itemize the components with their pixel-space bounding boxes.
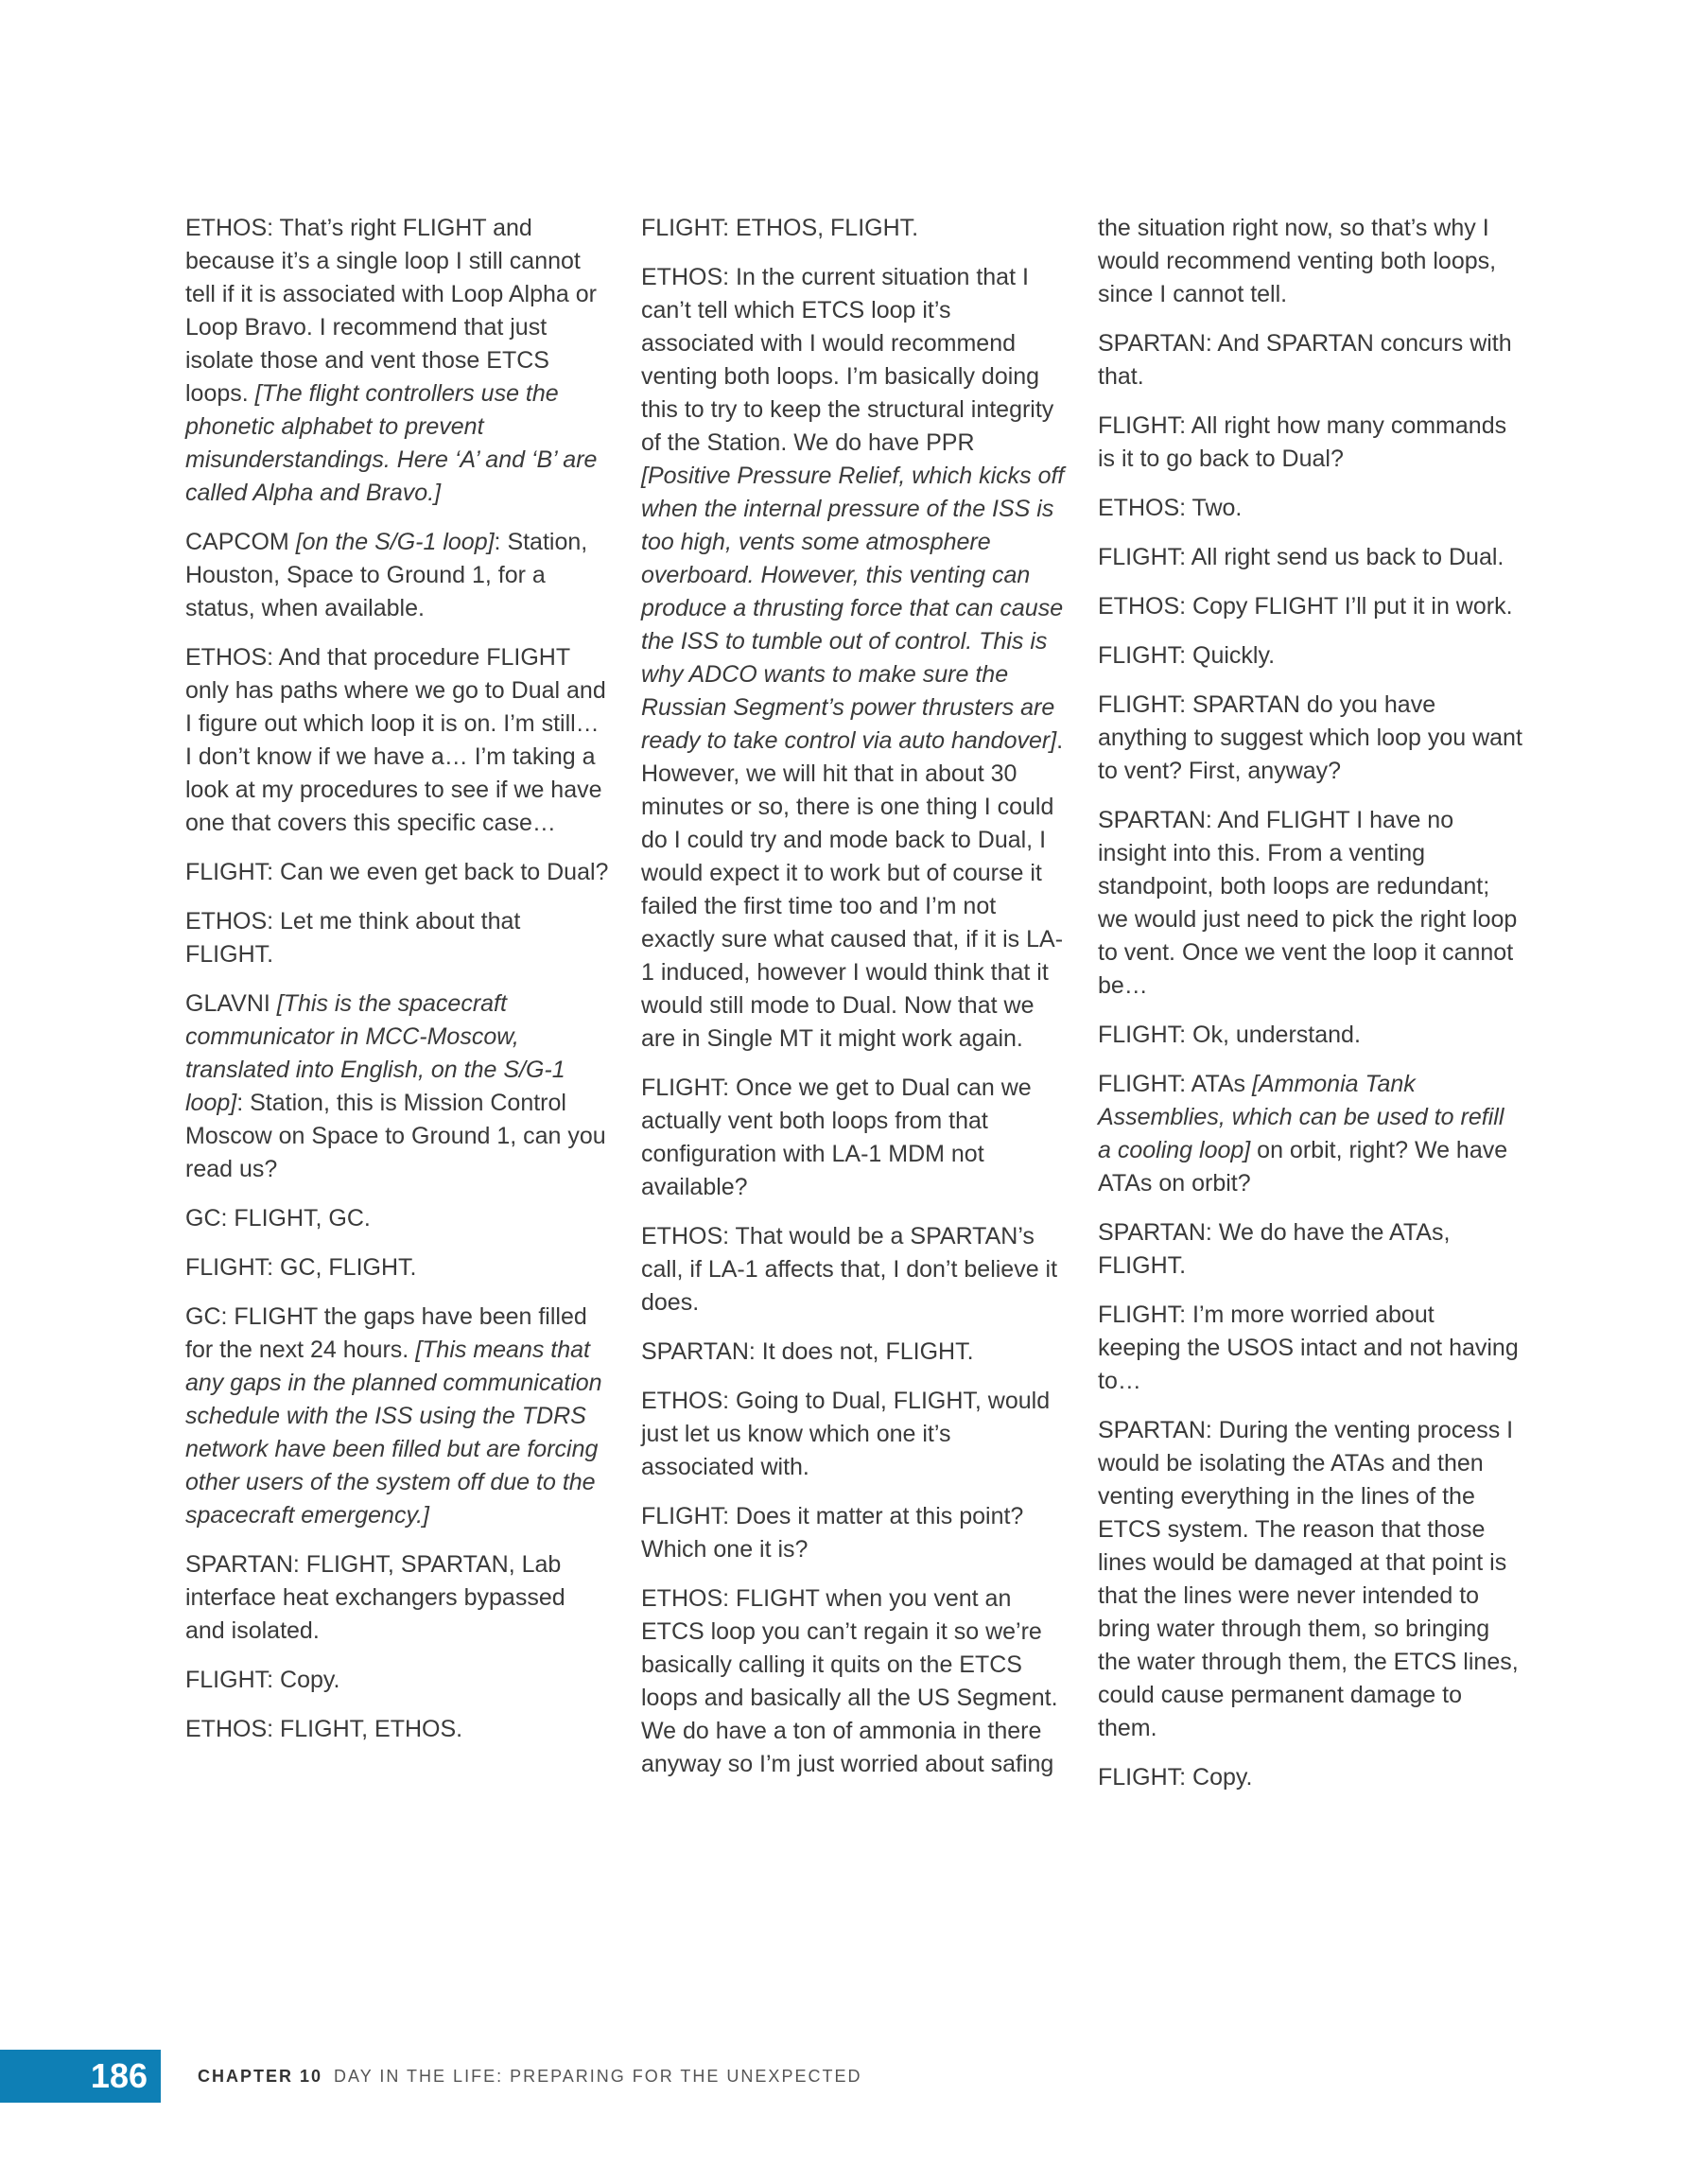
transcript-paragraph bbox=[1098, 1761, 1523, 1794]
dialogue-text: GLAVNI bbox=[185, 990, 277, 1017]
dialogue-text: : Station, Houston, Space to Ground 1, for a status, when available. bbox=[185, 529, 588, 621]
transcript-paragraph bbox=[185, 905, 609, 971]
chapter-label: CHAPTER 10 bbox=[198, 2067, 323, 2086]
dialogue-text: : Station, this is Mission Control Moscow on Space to Ground 1, can you read us? bbox=[185, 1090, 606, 1182]
editorial-note: [on the S/G-1 loop] bbox=[295, 529, 495, 555]
transcript-paragraph bbox=[1098, 1216, 1523, 1283]
dialogue-text: GC: FLIGHT, GC. bbox=[185, 1205, 371, 1232]
dialogue-text: the situation right now, so that’s why I would recommend venting both loops, since I cannot tell. bbox=[1098, 215, 1497, 307]
transcript-paragraph bbox=[1098, 1414, 1523, 1745]
transcript-paragraph bbox=[641, 1582, 1065, 1781]
dialogue-text: FLIGHT: Does it matter at this point? Which one it is? bbox=[641, 1503, 1024, 1563]
dialogue-text: ETHOS: Let me think about that FLIGHT. bbox=[185, 908, 521, 968]
transcript-paragraph bbox=[1098, 689, 1523, 788]
transcript-paragraph bbox=[641, 1500, 1065, 1566]
dialogue-text: FLIGHT: ATAs bbox=[1098, 1071, 1252, 1097]
dialogue-text: FLIGHT: Copy. bbox=[1098, 1764, 1253, 1791]
transcript-paragraph bbox=[185, 987, 609, 1186]
dialogue-text: FLIGHT: GC, FLIGHT. bbox=[185, 1254, 417, 1281]
dialogue-text: FLIGHT: All right how many commands is it to go back to Dual? bbox=[1098, 412, 1507, 472]
editorial-note: [This means that any gaps in the planned communication schedule with the ISS using the TDRS network have been filled but are forcing other users of the system off due to the spacecraft emergency.] bbox=[185, 1337, 602, 1529]
dialogue-text: FLIGHT: Once we get to Dual can we actually vent both loops from that configuration with LA-1 MDM not available? bbox=[641, 1075, 1032, 1200]
dialogue-text: SPARTAN: And SPARTAN concurs with that. bbox=[1098, 330, 1512, 390]
dialogue-text: on orbit, right? We have ATAs on orbit? bbox=[1098, 1137, 1508, 1197]
editorial-note: [The flight controllers use the phonetic alphabet to prevent misunderstandings. Here ‘A’ and ‘B’ are called Alpha and Bravo.] bbox=[185, 380, 598, 506]
transcript-paragraph bbox=[1098, 1068, 1523, 1200]
transcript-paragraph bbox=[641, 261, 1065, 1056]
dialogue-text: SPARTAN: We do have the ATAs, FLIGHT. bbox=[1098, 1219, 1451, 1279]
transcript-paragraph bbox=[641, 1220, 1065, 1319]
transcript-paragraph bbox=[641, 1336, 1065, 1369]
dialogue-text: ETHOS: Two. bbox=[1098, 495, 1243, 521]
transcript-paragraph bbox=[185, 1713, 609, 1746]
transcript-paragraph bbox=[185, 1251, 609, 1284]
dialogue-text: ETHOS: Copy FLIGHT I’ll put it in work. bbox=[1098, 593, 1513, 620]
text-column-3 bbox=[1098, 212, 1523, 1810]
transcript-paragraph bbox=[185, 641, 609, 840]
dialogue-text: FLIGHT: I’m more worried about keeping the USOS intact and not having to… bbox=[1098, 1302, 1519, 1394]
transcript-paragraph bbox=[1098, 492, 1523, 525]
running-footer bbox=[198, 2065, 861, 2088]
dialogue-text: ETHOS: In the current situation that I can’t tell which ETCS loop it’s associated with I would recommend venting both loops. I’m basically doing this to try to keep the structural integrity of the Station. We do have PPR bbox=[641, 264, 1054, 456]
transcript-paragraph bbox=[1098, 639, 1523, 673]
dialogue-text: ETHOS: That’s right FLIGHT and because it’s a single loop I still cannot tell if it is associated with Loop Alpha or Loop Bravo. I recommend that just isolate those and vent those ETCS loops. bbox=[185, 215, 597, 407]
transcript-paragraph bbox=[185, 212, 609, 510]
dialogue-text: FLIGHT: Ok, understand. bbox=[1098, 1022, 1361, 1048]
dialogue-text: SPARTAN: FLIGHT, SPARTAN, Lab interface heat exchangers bypassed and isolated. bbox=[185, 1551, 565, 1644]
transcript-paragraph bbox=[1098, 212, 1523, 311]
editorial-note: [Ammonia Tank Assemblies, which can be used to refill a cooling loop] bbox=[1098, 1071, 1504, 1163]
dialogue-text: ETHOS: And that procedure FLIGHT only has paths where we go to Dual and I figure out which loop it is on. I’m still… I don’t know if we have a… I’m taking a look at my procedures to see if we have one that covers this specific case… bbox=[185, 644, 606, 836]
transcript-paragraph bbox=[185, 1548, 609, 1648]
dialogue-text: ETHOS: FLIGHT, ETHOS. bbox=[185, 1716, 463, 1742]
dialogue-text: FLIGHT: All right send us back to Dual. bbox=[1098, 544, 1504, 570]
dialogue-text: GC: FLIGHT the gaps have been filled for the next 24 hours. bbox=[185, 1303, 587, 1363]
dialogue-text: SPARTAN: During the venting process I would be isolating the ATAs and then venting everything in the lines of the ETCS system. The reason that those lines would be damaged at that point is that the lines were never intended to bring water through them, so bringing the water through them, the ETCS lines, could cause permanent damage to them. bbox=[1098, 1417, 1519, 1741]
transcript-paragraph bbox=[1098, 590, 1523, 623]
dialogue-text: ETHOS: FLIGHT when you vent an ETCS loop you can’t regain it so we’re basically calling it quits on the ETCS loops and basically all the US Segment. We do have a ton of ammonia in there anyway so I’m just worried about safing bbox=[641, 1585, 1058, 1777]
page-number-badge: 186 bbox=[0, 2050, 161, 2103]
dialogue-text: ETHOS: That would be a SPARTAN’s call, if LA-1 affects that, I don’t believe it does. bbox=[641, 1223, 1058, 1316]
transcript-paragraph bbox=[641, 1072, 1065, 1204]
dialogue-text: FLIGHT: Copy. bbox=[185, 1667, 340, 1693]
dialogue-text: SPARTAN: It does not, FLIGHT. bbox=[641, 1338, 974, 1365]
transcript-paragraph bbox=[641, 1385, 1065, 1484]
dialogue-text: ETHOS: Going to Dual, FLIGHT, would just let us know which one it’s associated with. bbox=[641, 1388, 1051, 1480]
dialogue-text: . However, we will hit that in about 30 minutes or so, there is one thing I could do I could try and mode back to Dual, I would expect it to work but of course it failed the first time too and I’m not exactly sure what caused that, if it is LA-1 induced, however I would think that it would still mode to Dual. Now that we are in Single MT it might work again. bbox=[641, 727, 1064, 1052]
transcript-paragraph bbox=[1098, 1299, 1523, 1398]
transcript-paragraph bbox=[641, 212, 1065, 245]
text-column-1 bbox=[185, 212, 609, 1762]
transcript-paragraph bbox=[1098, 804, 1523, 1003]
dialogue-text: SPARTAN: And FLIGHT I have no insight into this. From a venting standpoint, both loops are redundant; we would just need to pick the right loop to vent. Once we vent the loop it cannot be… bbox=[1098, 807, 1518, 999]
dialogue-text: FLIGHT: Quickly. bbox=[1098, 642, 1276, 669]
transcript-paragraph bbox=[185, 1301, 609, 1532]
dialogue-text: CAPCOM bbox=[185, 529, 296, 555]
editorial-note: [This is the spacecraft communicator in MCC-Moscow, translated into English, on the S/G-1 loop] bbox=[185, 990, 565, 1116]
transcript-paragraph bbox=[185, 526, 609, 625]
transcript-paragraph bbox=[185, 1664, 609, 1697]
editorial-note: [Positive Pressure Relief, which kicks off when the internal pressure of the ISS is too high, vents some atmosphere overboard. However, this venting can produce a thrusting force that can cause the ISS to tumble out of control. This is why ADCO wants to make sure the Russian Segment’s power thrusters are ready to take control via auto handover] bbox=[641, 463, 1065, 754]
transcript-paragraph bbox=[1098, 327, 1523, 393]
transcript-paragraph bbox=[1098, 1019, 1523, 1052]
dialogue-text: FLIGHT: ETHOS, FLIGHT. bbox=[641, 215, 919, 241]
transcript-paragraph bbox=[185, 856, 609, 889]
transcript-paragraph bbox=[1098, 410, 1523, 476]
transcript-paragraph bbox=[185, 1202, 609, 1235]
chapter-title: DAY IN THE LIFE: PREPARING FOR THE UNEXPECTED bbox=[334, 2067, 862, 2086]
text-column-2 bbox=[641, 212, 1065, 1797]
transcript-paragraph bbox=[1098, 541, 1523, 574]
dialogue-text: FLIGHT: Can we even get back to Dual? bbox=[185, 859, 609, 885]
dialogue-text: FLIGHT: SPARTAN do you have anything to suggest which loop you want to vent? First, anyway? bbox=[1098, 691, 1522, 784]
